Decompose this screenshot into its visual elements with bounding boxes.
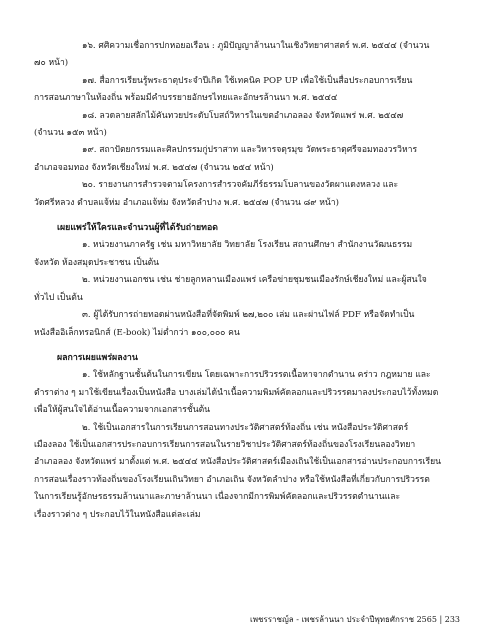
section-heading: เผยแพร่ให้ใครและจำนวนผู้ที่ได้รับถ่ายทอด bbox=[57, 223, 218, 234]
text-line: ๑๖. ศศิความเชื่อการปกหอยอเรือน : ภูมิปัญญาล้านนาในเชิงวิทยาศาสตร์ พ.ศ. ๒๕๔๔ (จำนวน bbox=[82, 41, 430, 51]
text-line: ๓. ผู้ได้รับการถ่ายทอดผ่านหนังสือที่จัดพิมพ์ ๒๗,๒๐๐ เล่ม และผ่านไฟล์ PDF หรือจัดทำเป็น bbox=[82, 310, 415, 321]
text-line: ๑๘. ลวดลายสลักไม้คันทวยประดับโบสถ์วิหารในเขตอำเภอลอง จังหวัดแพร่ พ.ศ. ๒๕๔๗ bbox=[82, 110, 404, 121]
text-line: เมืองลอง ใช้เป็นเอกสารประกอบการเรียนการสอนในรายวิชาประวัติศาสตร์ท้องถิ่นของโรงเรียนลองวิทยา bbox=[34, 439, 416, 450]
text-line: การสอนภาษาในท้องถิ่น พร้อมมีคำบรรยายอักษรไทยและอักษรล้านนา พ.ศ. ๒๕๔๔ bbox=[34, 93, 338, 104]
text-line: การสอนเรื่องราวท้องถิ่นของโรงเรียนเถินวิทยา อำเภอเถิน จังหวัดลำปาง หรือใช้หนังสือที่เกี่ยวกับการปริวรรต bbox=[34, 474, 430, 485]
text-line: ๗๐ หน้า) bbox=[34, 58, 69, 69]
section-heading: ผลการเผยแพร่ผลงาน bbox=[57, 352, 138, 363]
text-line: ตำราต่าง ๆ มาใช้เขียนเรื่องเป็นหนังสือ บางเล่มได้นำเนื้อความพิมพ์คัดลอกและปริวรรตมาลงประกอบไว้ทั้งหมด bbox=[34, 387, 439, 398]
text-line: หนังสืออิเล็กทรอนิกส์ (E-book) ไม่ต่ำกว่า ๑๐๐,๐๐๐ คน bbox=[34, 327, 240, 338]
text-line: ๒. หน่วยงานเอกชน เช่น ช่ายลูกหลานเมืองแพร่ เครือข่ายชุมชนเมืองรักษ์เชียงใหม่ และผู้สนใจ bbox=[82, 275, 427, 286]
text-line: ทั่วไป เป็นต้น bbox=[34, 292, 83, 303]
text-line: อำเภอจอมทอง จังหวัดเชียงใหม่ พ.ศ. ๒๕๔๗ (จำนวน ๒๕๔ หน้า) bbox=[34, 162, 274, 173]
page-footer: เพชรราชญ์ล - เพชรล้านนา ประจำปีพุทธศักราช 2565 | 233 bbox=[249, 615, 460, 624]
document-body bbox=[34, 38, 470, 524]
text-line: (จำนวน ๑๕๓ หน้า) bbox=[34, 128, 107, 139]
text-line: อำเภอลอง จังหวัดแพร่ มาตั้งแต่ พ.ศ. ๒๕๔๔ หนังสือประวัติศาสตร์เมืองเถินใช้เป็นเอกสารอ่านประกอบการเรียน bbox=[34, 457, 441, 468]
text-line: วัดศรีหลวง ตำบลแจ้ห่ม อำเภอแจ้ห่ม จังหวัดลำปาง พ.ศ. ๒๕๔๗ (จำนวน ๘๙ หน้า) bbox=[34, 197, 339, 208]
text-line: ในการเรียนรู้อักษรธรรมล้านนาและภาษาล้านนา เนื่องจากมีการพิมพ์คัดลอกและปริวรรตตำนานและ bbox=[34, 492, 401, 503]
text-line: จังหวัด ห้องสมุดประชาชน เป็นต้น bbox=[34, 257, 160, 268]
text-line: เพื่อให้ผู้สนใจได้อ่านเนื้อความจากเอกสารชั้นต้น bbox=[34, 405, 211, 416]
text-line: ๑๙. สถาปัตยกรรมและศิลปกรรมกู่ปราสาท และวิหารจตุรมุข วัดพระธาตุศรีจอมทองวรวิหาร bbox=[82, 145, 418, 156]
text-line: ๑. ใช้หลักฐานชั้นต้นในการเขียน โดยเฉพาะการปริวรรตเนื้อหาจากตำนาน คร่าว กฎหมาย และ bbox=[82, 370, 431, 381]
text-line: ๒๐. รายงานการสำรวจตามโครงการสำรวจคัมภีร์ธรรมโบลานของวัดผาแดงหลวง และ bbox=[82, 180, 399, 191]
text-line: ๒. ใช้เป็นเอกสารในการเรียนการสอนทางประวัติศาสตร์ท้องถิ่น เช่น หนังสือประวัติศาสตร์ bbox=[82, 422, 409, 433]
text-line: ๑๗. สื่อการเรียนรู้พระธาตุประจำปีเกิด ใช้เทคนิค POP UP เพื่อใช้เป็นสื่อประกอบการเรียน bbox=[82, 75, 413, 86]
text-line: ๑. หน่วยงานภาครัฐ เช่น มหาวิทยาลัย วิทยาลัย โรงเรียน สถานศึกษา สำนักงานวัฒนธรรม bbox=[82, 240, 413, 251]
text-line: เรื่องราวต่าง ๆ ประกอบไว้ในหนังสือแต่ละเล่ม bbox=[34, 509, 201, 520]
